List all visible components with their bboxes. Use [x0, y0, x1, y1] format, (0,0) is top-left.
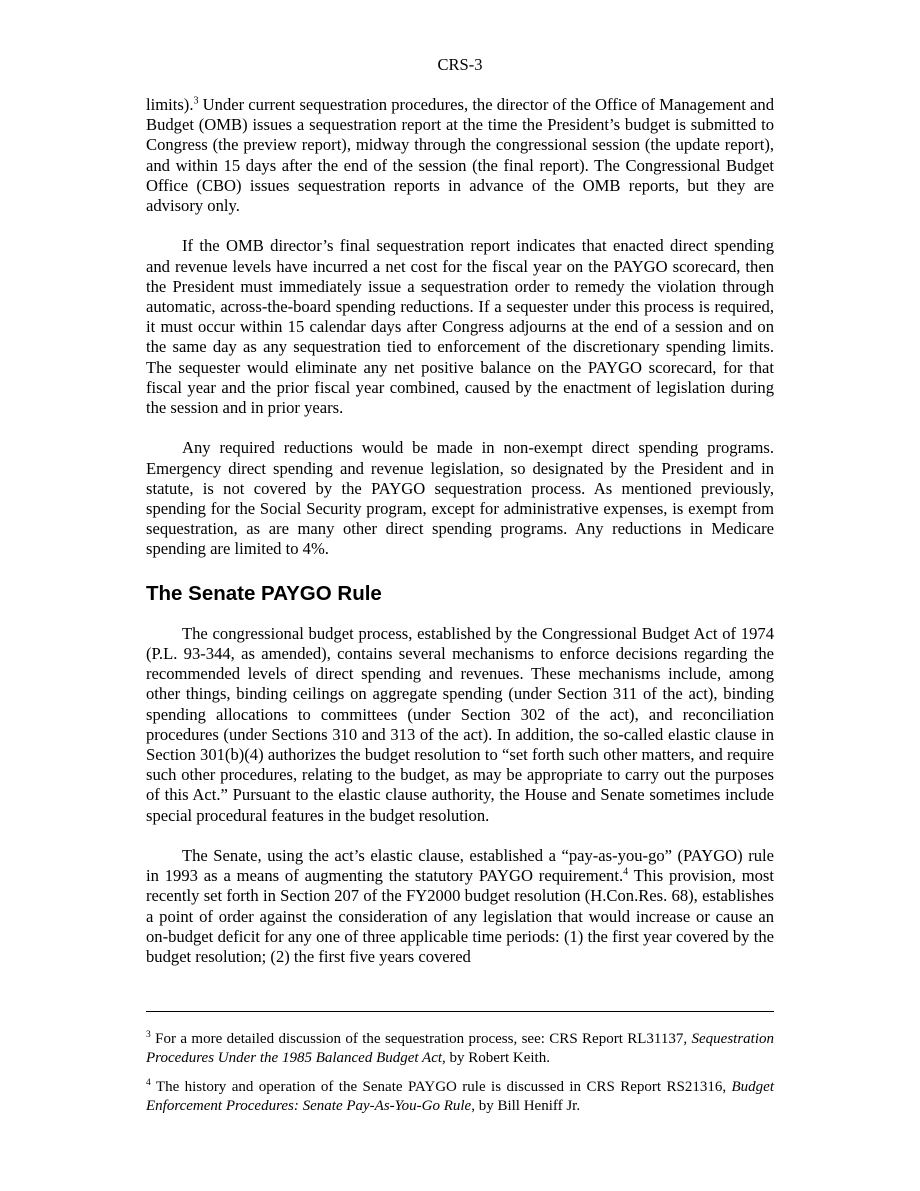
footnotes — [146, 1030, 774, 1126]
footnote-reference: 4 — [623, 866, 629, 878]
footnote-author: , by Robert Keith. — [442, 1050, 550, 1066]
footnote-number: 4 — [146, 1078, 151, 1088]
body-text — [146, 95, 774, 987]
paragraph-sequestration-procedures — [146, 95, 774, 216]
footnote-text: For a more detailed discussion of the sequestration process, see: CRS Report RL31137, — [150, 1031, 688, 1047]
footnote-number: 3 — [146, 1030, 151, 1040]
footnote-3 — [146, 1030, 774, 1068]
footnote-author: , by Bill Heniff Jr. — [471, 1098, 581, 1114]
footnote-text: The history and operation of the Senate PAYGO rule is discussed in CRS Report RS21316, — [150, 1079, 727, 1095]
paragraph-sequestration-order: If the OMB director’s final sequestration report indicates that enacted direct spending and revenue levels have incurred a net cost for the fiscal year on the PAYGO scorecard, then the President must immediately issue a sequestration order to remedy the violation through automatic, across-the-board spending reductions. If a sequester under this process is required, it must occur within 15 calendar days after Congress adjourns at the end of a session and on the same day as any sequestration tied to enforcement of the discretionary spending limits. The sequester would eliminate any net positive balance on the PAYGO scorecard, for that fiscal year and the prior fiscal year combined, caused by the enactment of legislation during the session and in prior years. — [146, 236, 774, 418]
paragraph-senate-paygo-rule — [146, 846, 774, 967]
footnote-reference: 3 — [193, 95, 199, 107]
paragraph-required-reductions: Any required reductions would be made in non-exempt direct spending programs. Emergency direct spending and revenue legislation, so designated by the President and in statute, is not covered by the PAYGO sequestration process. As mentioned previously, spending for the Social Security program, except for administrative expenses, is exempt from sequestration, as are many other direct spending programs. Any reductions in Medicare spending are limited to 4%. — [146, 438, 774, 559]
footnote-report-title: Budget Enforcement Procedures: Senate Pay-As-You-Go Rule — [146, 1079, 774, 1114]
paragraph-text: This provision, most recently set forth in Section 207 of the FY2000 budget resolution (H.Con.Res. 68), establishes a point of order against the consideration of any legislation that would increase or cause an on-budget deficit for any one of three applicable time periods: (1) the first year covered by the budget resolution; (2) the first five years covered — [146, 866, 774, 967]
page-number-header: CRS-3 — [437, 55, 483, 74]
paragraph-text: limits). — [146, 95, 194, 114]
footnote-divider — [146, 1011, 774, 1012]
footnote-report-title: Sequestration Procedures Under the 1985 Balanced Budget Act — [146, 1031, 775, 1066]
paragraph-text: The Senate, using the act’s elastic clause, established a “pay-as-you-go” (PAYGO) rule in 1993 as a means of augmenting the statutory PAYGO requirement. — [146, 846, 774, 886]
section-heading: The Senate PAYGO Rule — [146, 581, 382, 605]
footnote-4 — [146, 1078, 774, 1116]
paragraph-congressional-budget-process: The congressional budget process, established by the Congressional Budget Act of 1974 (P.L. 93-344, as amended), contains several mechanisms to enforce decisions regarding the recommended levels of direct spending and revenues. These mechanisms include, among other things, binding ceilings on aggregate spending (under Section 311 of the act), binding spending allocations to committees (under Section 302 of the act), and reconciliation procedures (under Sections 310 and 313 of the act). In addition, the so-called elastic clause in Section 301(b)(4) authorizes the budget resolution to “set forth such other matters, and require such other procedures, relating to the budget, as may be appropriate to carry out the purposes of this Act.” Pursuant to the elastic clause authority, the House and Senate sometimes include special procedural features in the budget resolution. — [146, 623, 774, 825]
paragraph-text: Under current sequestration procedures, the director of the Office of Management and Budget (OMB) issues a sequestration report at the time the President’s budget is submitted to Congress (the preview report), midway through the congressional session (the update report), and within 15 days after the end of the session (the final report). The Congressional Budget Office (CBO) issues sequestration reports in advance of the OMB reports, but they are advisory only. — [146, 95, 774, 216]
